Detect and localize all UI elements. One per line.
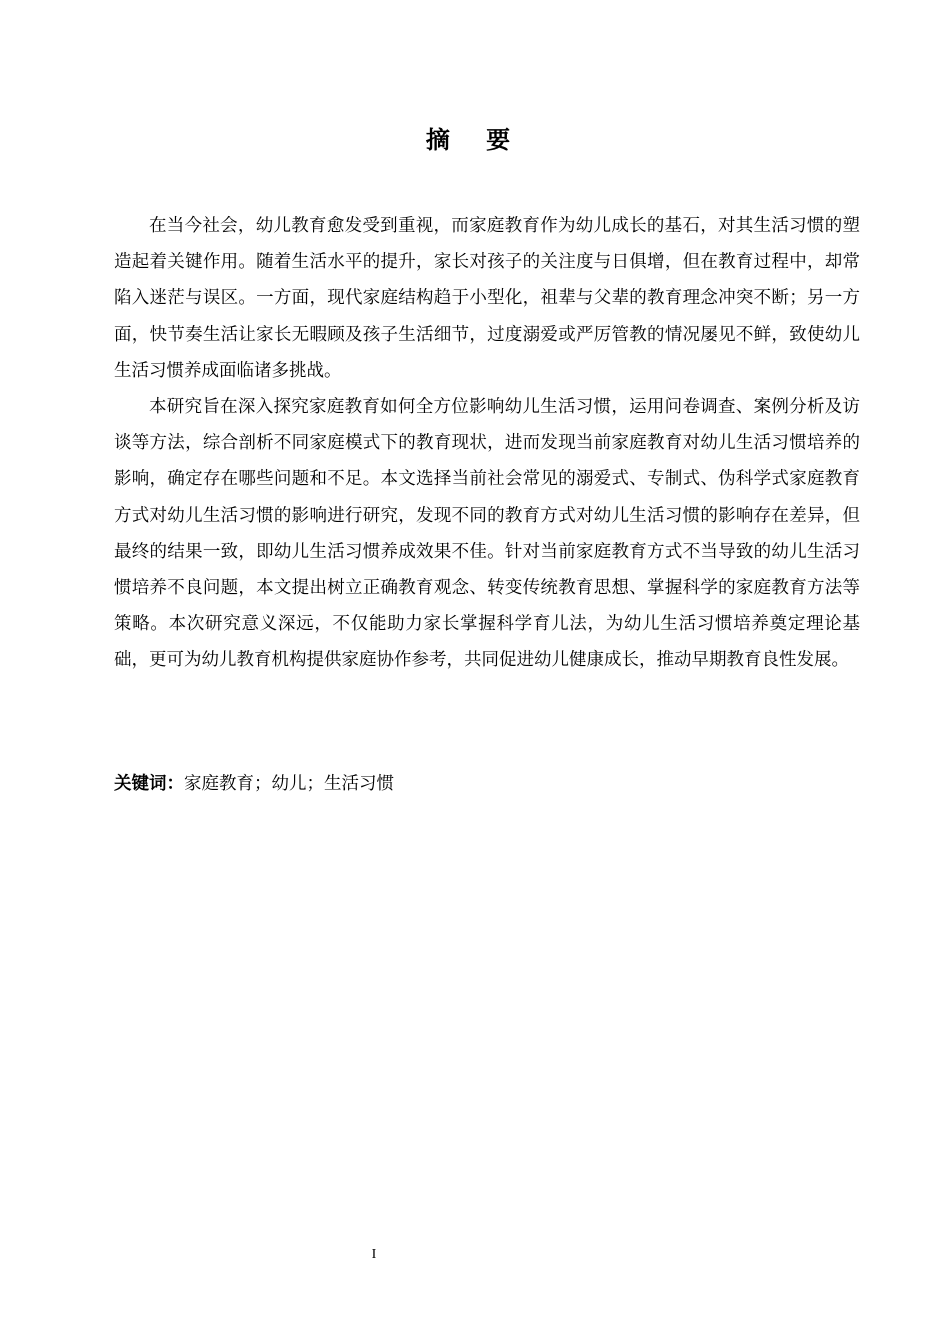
page-number: I xyxy=(371,1247,377,1262)
keywords-label: 关键词： xyxy=(114,774,184,794)
abstract-paragraph-2: 本研究旨在深入探究家庭教育如何全方位影响幼儿生活习惯，运用问卷调查、案例分析及访谈等方法，综合剖析不同家庭模式下的教育现状，进而发现当前家庭教育对幼儿生活习惯培养的影响，确定存在哪些问题和不足。本文选择当前社会常见的溺爱式、专制式、伪科学式家庭教育方式对幼儿生活习惯的影响进行研究，发现不同的教育方式对幼儿生活习惯的影响存在差异，但最终的结果一致，即幼儿生活习惯养成效果不佳。针对当前家庭教育方式不当导致的幼儿生活习惯培养不良问题，本文提出树立正确教育观念、转变传统教育思想、掌握科学的家庭教育方法等策略。本次研究意义深远，不仅能助力家长掌握科学育儿法，为幼儿生活习惯培养奠定理论基础，更可为幼儿教育机构提供家庭协作参考，共同促进幼儿健康成长，推动早期教育良性发展。 xyxy=(114,397,860,671)
abstract-body xyxy=(114,208,860,679)
keywords-value: 家庭教育；幼儿；生活习惯 xyxy=(184,774,394,794)
abstract-title: 摘 要 xyxy=(425,126,525,154)
abstract-paragraph-1: 在当今社会，幼儿教育愈发受到重视，而家庭教育作为幼儿成长的基石，对其生活习惯的塑造起着关键作用。随着生活水平的提升，家长对孩子的关注度与日俱增，但在教育过程中，却常陷入迷茫与误区。一方面，现代家庭结构趋于小型化，祖辈与父辈的教育理念冲突不断；另一方面，快节奏生活让家长无暇顾及孩子生活细节，过度溺爱或严厉管教的情况屡见不鲜，致使幼儿生活习惯养成面临诸多挑战。 xyxy=(114,216,860,381)
keywords-line xyxy=(114,766,860,802)
